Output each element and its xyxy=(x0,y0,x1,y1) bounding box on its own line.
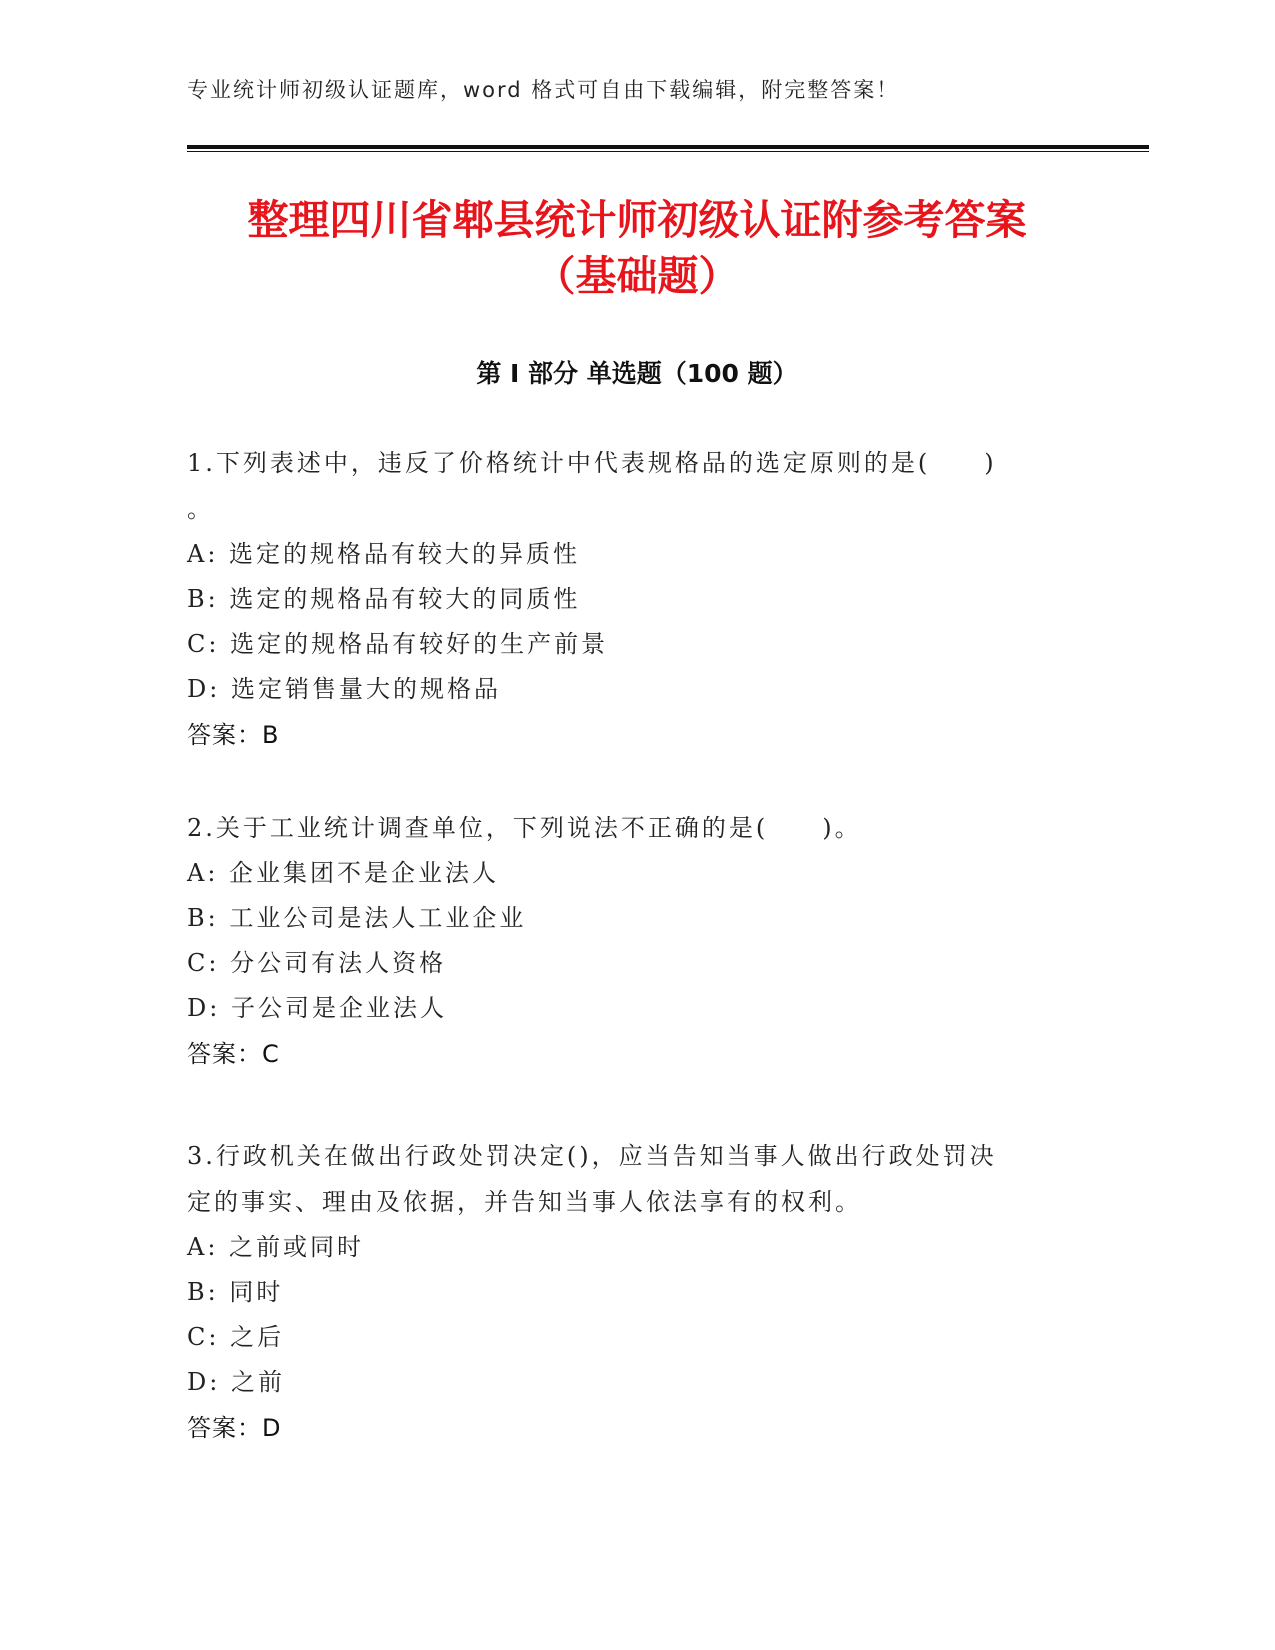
option-b: B: 选定的规格品有较大的同质性 xyxy=(187,585,581,613)
title-line-2: （基础题） xyxy=(534,252,740,300)
question-1 xyxy=(187,440,1067,758)
option-b: B: 工业公司是法人工业企业 xyxy=(187,904,527,932)
answer: 答案：C xyxy=(187,1040,280,1068)
title-line-1: 整理四川省郫县统计师初级认证附参考答案 xyxy=(247,196,1027,244)
answer: 答案：D xyxy=(187,1414,282,1442)
question-stem-line: 定的事实、理由及依据，并告知当事人依法享有的权利。 xyxy=(187,1188,862,1216)
answer: 答案：B xyxy=(187,721,280,749)
question-stem-line: 3.行政机关在做出行政处罚决定()，应当告知当事人做出行政处罚决 xyxy=(187,1142,997,1170)
option-c: C: 选定的规格品有较好的生产前景 xyxy=(187,630,609,658)
document-title xyxy=(187,192,1087,304)
question-2 xyxy=(187,805,1067,1077)
header-rule-thick xyxy=(187,145,1149,149)
option-a: A: 之前或同时 xyxy=(187,1233,365,1261)
option-d: D: 子公司是企业法人 xyxy=(187,994,447,1022)
header-note: 专业统计师初级认证题库，word 格式可自由下载编辑，附完整答案！ xyxy=(187,78,900,102)
question-stem-line: 2.关于工业统计调查单位，下列说法不正确的是( )。 xyxy=(187,814,862,842)
option-c: C: 分公司有法人资格 xyxy=(187,949,447,977)
header-rule-thin xyxy=(187,151,1149,152)
question-3 xyxy=(187,1133,1067,1451)
question-stem-line: 1.下列表述中，违反了价格统计中代表规格品的选定原则的是( ) xyxy=(187,449,997,477)
option-d: D: 选定销售量大的规格品 xyxy=(187,675,501,703)
option-b: B: 同时 xyxy=(187,1278,284,1306)
question-stem-line: 。 xyxy=(187,495,214,523)
option-c: C: 之后 xyxy=(187,1323,285,1351)
option-a: A: 选定的规格品有较大的异质性 xyxy=(187,540,581,568)
option-d: D: 之前 xyxy=(187,1368,285,1396)
option-a: A: 企业集团不是企业法人 xyxy=(187,859,500,887)
section-heading: 第 I 部分 单选题（100 题） xyxy=(476,359,798,388)
